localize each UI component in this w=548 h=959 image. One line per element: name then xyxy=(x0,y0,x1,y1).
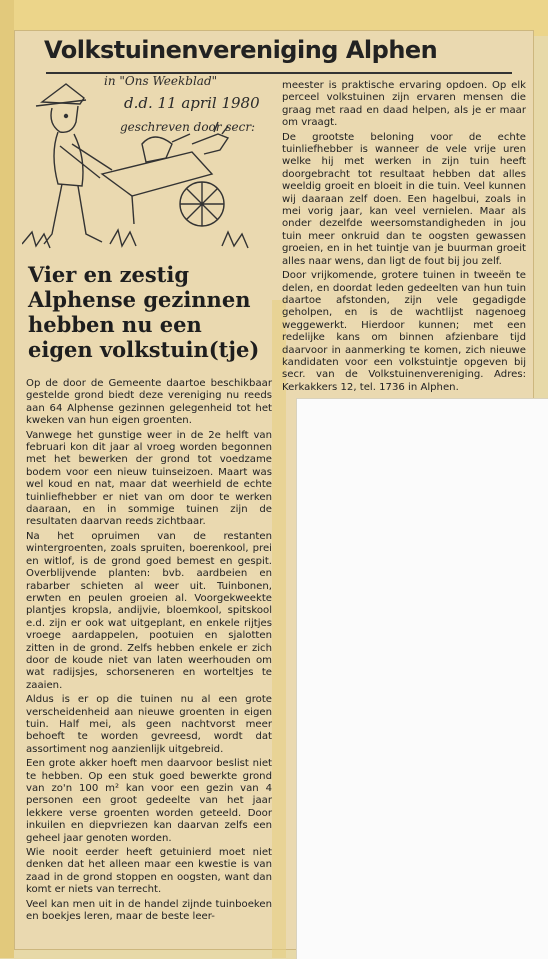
article-column-right xyxy=(282,80,526,396)
paragraph: Vanwege het gunstige weer in de 2e helft van februari kon dit jaar al vroeg worden begonnen met het bewerken der grond tot voedzame bodem voor een nieuw tuinseizoen. Maart was wel koud en nat, maar dat weerhield de echte tuinliefhebber er niet van om door te werken daaraan, en in sommige tuinen zijn de resultaten daarvan reeds zichtbaar. xyxy=(26,429,272,528)
handwritten-source: in "Ons Weekblad" xyxy=(104,74,218,88)
handwritten-date: d.d. 11 april 1980 xyxy=(124,94,260,112)
article-title: Volkstuinenvereniging Alphen xyxy=(44,36,438,64)
paragraph: Na het opruimen van de restanten wintergroenten, zoals spruiten, boerenkool, prei en witlof, is de grond goed bemest en gespit. Overblijvende planten: bvb. aardbeien en rabarber schieten al weer uit. Tuinbonen, erwten en peulen groeien al. Voorgekweekte plantjes kropsla, andijvie, bloemkool, spitskool e.d. zijn er ook wat uitgeplant, en enkele rijtjes vroege aardappelen, pootuien en sjalotten zitten in de grond. Zelfs hebben enkele er zich door de koude niet van laten weerhouden om wat radijsjes, schorseneren en worteltjes te zaaien. xyxy=(26,530,272,691)
tape-strip-left xyxy=(0,0,14,958)
paragraph: De grootste beloning voor de echte tuinliefhebber is wanneer de vele vrije uren welke hij met werken in zijn tuin heeft doorgebracht tot resultaat hebben dat alles weeldig groeit en bloeit in die tuin. Veel kunnen wij daaraan zelf doen. Een hagelbui, zoals in mei vorig jaar, kan veel vernielen. Maar als onder dezelfde weersomstandigheden in jou tuin meer onkruid dan te oogsten gewassen groeien, en in het tuintje van je buurman groeit alles naar wens, dan ligt de fout bij jou zelf. xyxy=(282,131,526,267)
paragraph: Wie nooit eerder heeft getuinierd moet niet denken dat het alleen maar een kwestie is van zaad in de grond stoppen en oogsten, want dan komt er niets van terrecht. xyxy=(26,847,272,896)
handwritten-author: geschreven door secr: xyxy=(120,120,256,134)
tape-strip-middle xyxy=(272,300,286,958)
paragraph: Een grote akker hoeft men daarvoor beslist niet te hebben. Op een stuk goed bewerkte grond van zo'n 100 m² kan voor een gezin van 4 personen een groot gedeelte van het jaar lekkere verse groenten worden geteeld. Door inkuilen en diepvriezen kan daarvan zelfs een geheel jaar genoten worden. xyxy=(26,758,272,844)
article-headline: Vier en zestig Alphense gezinnen hebben nu een eigen volkstuin(tje) xyxy=(28,262,260,362)
blank-paper-area xyxy=(296,398,548,959)
paragraph: Veel kan men uit in de handel zijnde tuinboeken en boekjes leren, maar de beste leer- xyxy=(26,898,272,923)
paragraph: Aldus is er op die tuinen nu al een grote verscheidenheid aan nieuwe groenten in eigen tuin. Half mei, als geen nachtvorst meer behoeft te worden gevreesd, wordt dat assortiment nog aanzienlijk uitgebreid. xyxy=(26,694,272,755)
paragraph: Door vrijkomende, grotere tuinen in tweeën te delen, en doordat leden gedeelten van hun tuin daartoe afstonden, zijn vele gegadigde geholpen, en is de wachtlijst nagenoeg weggewerkt. Hierdoor kunnen; met een redelijke kans om binnen afzienbare tijd daarvoor in aanmerking te komen, zich nieuwe kandidaten voor een volkstuintje opgeven bij secr. van de Volkstuinenvereniging. Adres: Kerkakkers 12, tel. 1736 in Alphen. xyxy=(282,270,526,393)
article-column-left xyxy=(26,378,272,925)
paragraph: Op de door de Gemeente daartoe beschikbaar gestelde grond biedt deze vereniging nu reeds aan 64 Alphense gezinnen gelegenheid tot het kweken van hun eigen groenten. xyxy=(26,378,272,427)
paragraph: meester is praktische ervaring opdoen. Op elk perceel volkstuinen zijn ervaren mensen die graag met raad en daad helpen, als je er maar om vraagt. xyxy=(282,80,526,129)
